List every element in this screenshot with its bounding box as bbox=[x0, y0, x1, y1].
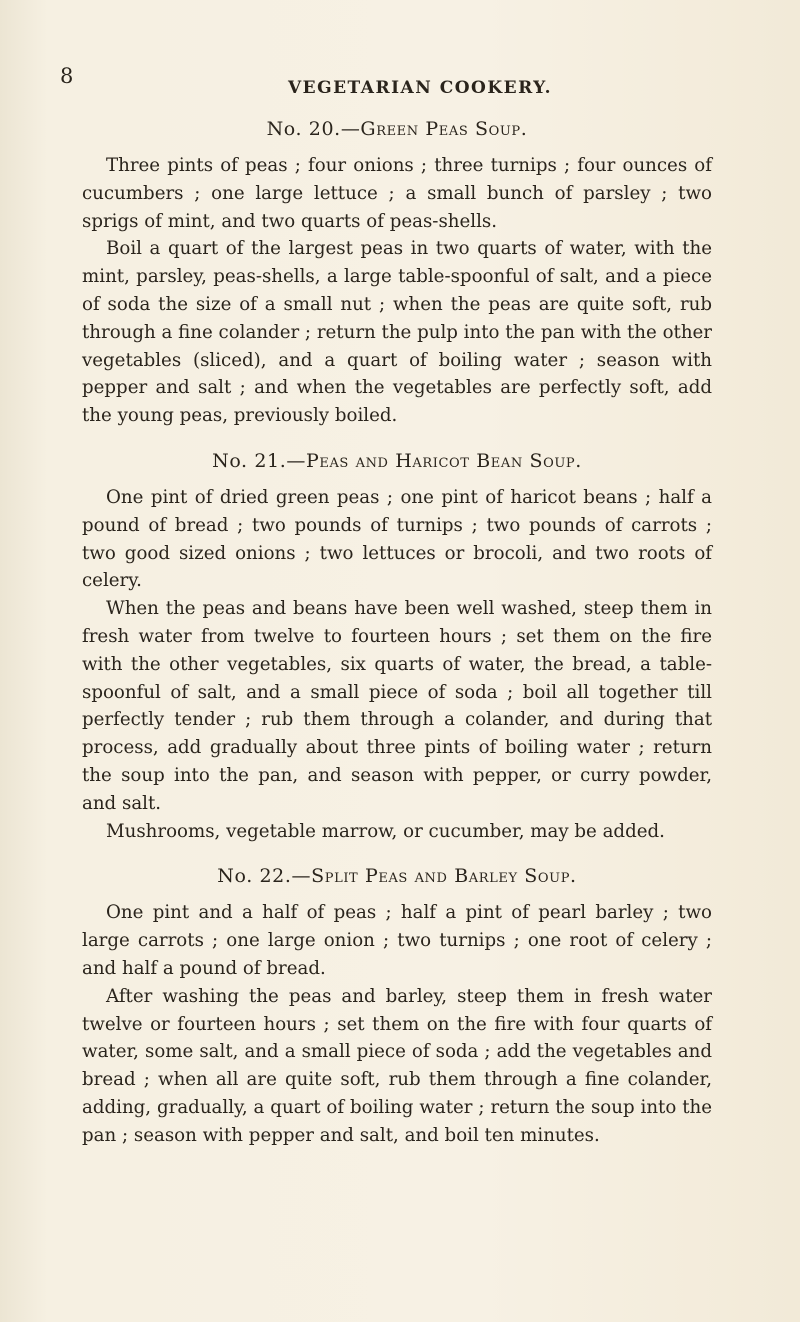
recipe-21 bbox=[82, 450, 712, 845]
recipe-22 bbox=[82, 865, 712, 1149]
ingredients-paragraph: One pint of dried green peas ; one pint of haricot beans ; half a pound of bread ; two pounds of turnips ; two pounds of carrots ; two good sized onions ; two lettuces or brocoli, and two roots of celery. bbox=[82, 486, 712, 592]
recipe-20 bbox=[82, 118, 712, 430]
ingredients-paragraph: One pint and a half of peas ; half a pint of pearl barley ; two large carrots ; one large onion ; two turnips ; one root of celery ; and half a pound of bread. bbox=[82, 902, 712, 979]
running-head: VEGETARIAN COOKERY. bbox=[287, 78, 553, 98]
ingredients-paragraph: Three pints of peas ; four onions ; three turnips ; four ounces of cucumbers ; one large lettuce ; a small bunch of parsley ; two sprigs of mint, and two quarts of peas-shells. bbox=[82, 155, 712, 232]
recipe-heading: No. 20.—Green Peas Soup. bbox=[266, 118, 528, 140]
recipe-heading: No. 21.—Peas and Haricot Bean Soup. bbox=[212, 449, 582, 472]
method-paragraph: After washing the peas and barley, steep them in fresh water twelve or fourteen hours ; set them on the fire with four quarts of water, some salt, and a small piece of soda ; add the vegetables and bread ; when all are quite soft, rub them through a fine colander, adding, gradually, a quart of boiling water ; return the soup into the pan ; season with pepper and salt, and boil ten minutes. bbox=[82, 985, 712, 1146]
recipe-title: Split Peas and Barley Soup. bbox=[311, 865, 577, 888]
method-paragraph: When the peas and beans have been well washed, steep them in fresh water from twelve to fourteen hours ; set them on the fire with the other vegetables, six quarts of water, the bread, a table-spoonful of salt, and a small piece of soda ; boil all together till perfectly tender ; rub them through a colander, and during that process, add gradually about three pints of boiling water ; return the soup into the pan, and season with pepper, or curry powder, and salt. bbox=[82, 598, 712, 814]
page-number: 8 bbox=[60, 64, 74, 88]
recipe-number: No. 20. bbox=[266, 118, 341, 140]
recipe-number: No. 21. bbox=[212, 449, 287, 472]
page-body bbox=[82, 118, 712, 1150]
recipe-heading: No. 22.—Split Peas and Barley Soup. bbox=[217, 865, 577, 888]
method-paragraph: Boil a quart of the largest peas in two quarts of water, with the mint, parsley, peas-shells, a large table-spoonful of salt, and a piece of soda the size of a small nut ; when the peas are quite soft, rub through a fine colander ; return the pulp into the pan with the other vegetables (sliced), and a quart of boiling water ; season with pepper and salt ; and when the vegetables are perfectly soft, add the young peas, previously boiled. bbox=[82, 238, 712, 427]
note-paragraph: Mushrooms, vegetable marrow, or cucumber, may be added. bbox=[106, 820, 665, 842]
recipe-title: Green Peas Soup. bbox=[360, 118, 528, 140]
recipe-number: No. 22. bbox=[217, 865, 292, 888]
recipe-title: Peas and Haricot Bean Soup. bbox=[305, 449, 582, 472]
